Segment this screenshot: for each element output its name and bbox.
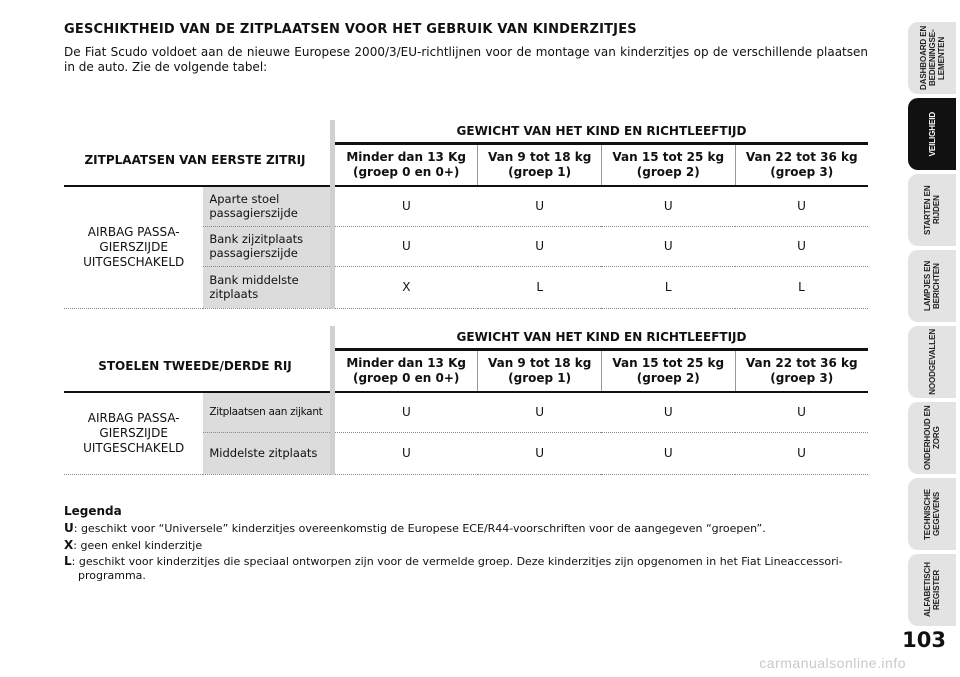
- table1-weight-title: GEWICHT VAN HET KIND EN RICHTLEEFTIJD: [333, 120, 869, 144]
- tab-onderhoud[interactable]: ONDERHOUD EN ZORG: [908, 402, 956, 474]
- table1-row2-val3: L: [735, 266, 868, 308]
- table2-seat-title: STOELEN TWEEDE/DERDE RIJ: [98, 359, 292, 373]
- table1-row2-position: Bank middelste zitplaats: [203, 266, 332, 308]
- table2-row1-val0: U: [333, 432, 478, 474]
- tab-alfabetisch[interactable]: ALFABETISCH REGISTER: [908, 554, 956, 626]
- legend-item-x: X: geen enkel kinderzitje: [64, 538, 203, 552]
- table1-row1-val1: U: [478, 226, 602, 266]
- page-number: 103: [902, 628, 946, 652]
- table1-row0-val1: U: [478, 186, 602, 226]
- table2-row0-val2: U: [601, 392, 735, 432]
- table1-row0-val3: U: [735, 186, 868, 226]
- table2-row0-val1: U: [478, 392, 602, 432]
- legend-item-l: L: geschikt voor kinderzitjes die speciaal ontworpen zijn voor de vermelde groep. Deze kinderzitjes zijn opgenomen in het Fiat Lineaccessori-programma.: [64, 554, 843, 582]
- tab-lampjes[interactable]: LAMPJES EN BERICHTEN: [908, 250, 956, 322]
- chapter-tabs: [908, 22, 960, 630]
- table1-row0-position: Aparte stoel passagierszijde: [203, 186, 332, 226]
- table2-group-1: Van 9 tot 18 kg (groep 1): [478, 350, 602, 393]
- table2-row1-val2: U: [601, 432, 735, 474]
- table2-group-2: Van 15 tot 25 kg (groep 2): [601, 350, 735, 393]
- table1-row0-val0: U: [333, 186, 478, 226]
- first-row-seat-table: [64, 120, 868, 309]
- table1-row0-val2: U: [601, 186, 735, 226]
- table1-row1-val0: U: [333, 226, 478, 266]
- second-row-seat-table: [64, 326, 868, 475]
- section-heading: GESCHIKTHEID VAN DE ZITPLAATSEN VOOR HET GEBRUIK VAN KINDERZITJES: [64, 22, 637, 37]
- table2-row0-val0: U: [333, 392, 478, 432]
- table2-group-0: Minder dan 13 Kg (groep 0 en 0+): [333, 350, 478, 393]
- table2-row1-position: Middelste zitplaats: [203, 432, 332, 474]
- table1-row1-val3: U: [735, 226, 868, 266]
- table1-row2-val1: L: [478, 266, 602, 308]
- tab-noodgevallen[interactable]: NOODGEVALLEN: [908, 326, 956, 398]
- intro-paragraph: De Fiat Scudo voldoet aan de nieuwe Europese 2000/3/EU-richtlijnen voor de montage van kinderzitjes op de verschillende plaatsen in de auto. Zie de volgende tabel:: [64, 45, 868, 74]
- table2-airbag-label: AIRBAG PASSA- GIERSZIJDE UITGESCHAKELD: [64, 392, 203, 474]
- table1-seat-title: ZITPLAATSEN VAN EERSTE ZITRIJ: [84, 153, 306, 167]
- tab-veiligheid[interactable]: VEILIGHEID: [908, 98, 956, 170]
- table1-row2-val0: X: [333, 266, 478, 308]
- legend: [64, 503, 868, 583]
- tab-technische[interactable]: TECHNISCHE GEGEVENS: [908, 478, 956, 550]
- tab-starten[interactable]: STARTEN EN RIJDEN: [908, 174, 956, 246]
- table2-group-3: Van 22 tot 36 kg (groep 3): [735, 350, 868, 393]
- table2-row1-val1: U: [478, 432, 602, 474]
- table2-row0-position: Zitplaatsen aan zijkant: [203, 392, 332, 432]
- table2-row0-val3: U: [735, 392, 868, 432]
- legend-item-u: U: geschikt voor “Universele” kinderzitjes overeenkomstig de Europese ECE/R44-voorschriften voor de aangegeven “groepen”.: [64, 521, 766, 535]
- table1-airbag-label: AIRBAG PASSA- GIERSZIJDE UITGESCHAKELD: [64, 186, 203, 308]
- legend-title: Legenda: [64, 504, 122, 518]
- table2-row1-val3: U: [735, 432, 868, 474]
- table1-group-0: Minder dan 13 Kg (groep 0 en 0+): [333, 144, 478, 187]
- table2-weight-title: GEWICHT VAN HET KIND EN RICHTLEEFTIJD: [333, 326, 869, 350]
- tab-dashboard[interactable]: DASHBOARD EN BEDIENINGSE-LEMENTEN: [908, 22, 956, 94]
- table1-row1-position: Bank zijzitplaats passagierszijde: [203, 226, 332, 266]
- table1-group-2: Van 15 tot 25 kg (groep 2): [601, 144, 735, 187]
- table1-group-3: Van 22 tot 36 kg (groep 3): [735, 144, 868, 187]
- watermark: carmanualsonline.info: [759, 655, 906, 671]
- table1-row2-val2: L: [601, 266, 735, 308]
- table1-group-1: Van 9 tot 18 kg (groep 1): [478, 144, 602, 187]
- table1-row1-val2: U: [601, 226, 735, 266]
